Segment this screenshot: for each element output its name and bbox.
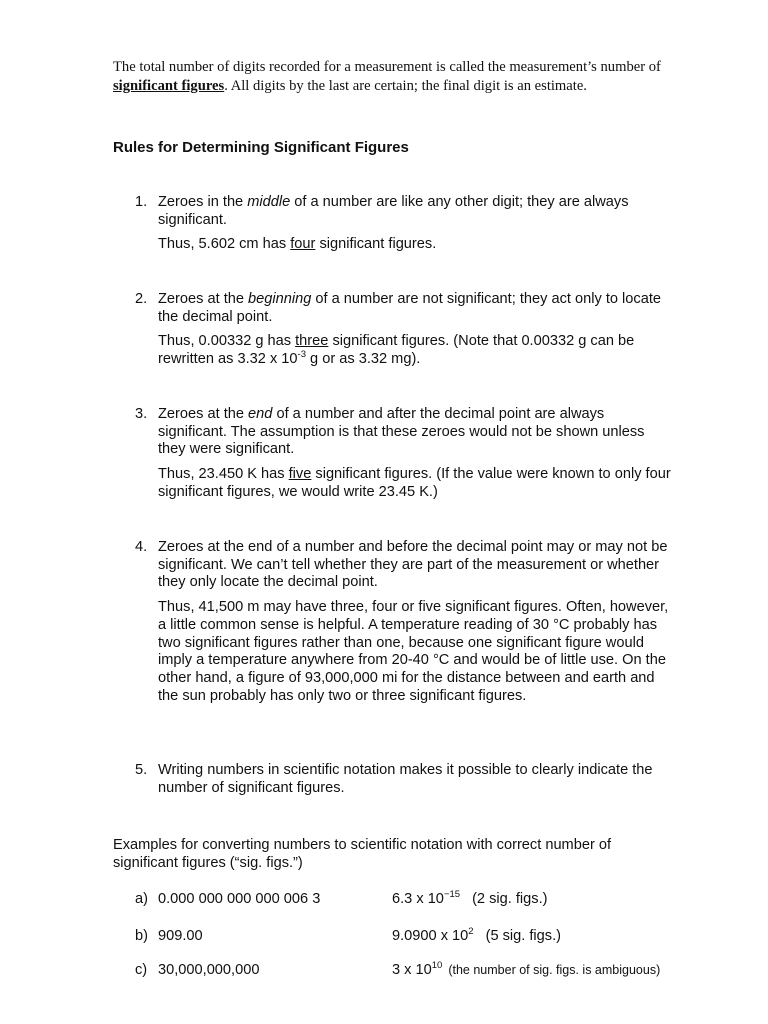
rule-number: 4. xyxy=(135,539,148,555)
rule-number: 5. xyxy=(135,762,148,778)
rule-example: Thus, 41,500 m may have three, four or five significant figures. Often, however, a little common sense is helpful. A temperature reading of 30 °C probably has two significant figures rather than one, because one significant figure would imply a temperature anywhere from 20-40 °C and would be of little use. On the other hand, a figure of 93,000,000 mi for the distance between and earth and the sun probably has only two or three significant figures. xyxy=(158,599,669,704)
rule-text-part: Zeroes at the xyxy=(158,291,249,307)
example-label: b) xyxy=(135,928,148,944)
rule-emphasis: middle xyxy=(247,194,291,210)
sci-exponent: 2 xyxy=(468,926,474,938)
rule-text: Writing numbers in scientific notation makes it possible to clearly indicate the number of significant figures. xyxy=(158,762,653,796)
rule-5 xyxy=(135,762,671,797)
example-scientific xyxy=(392,928,561,944)
example-scientific xyxy=(392,962,660,978)
example-text-part: significant figures. xyxy=(315,236,437,253)
rule-4 xyxy=(135,539,671,705)
rule-text-part: Zeroes in the xyxy=(158,194,248,210)
rule-emphasis: beginning xyxy=(248,291,312,307)
rule-text xyxy=(158,406,671,459)
rule-example xyxy=(158,236,671,254)
sci-base: 6.3 x 10 xyxy=(392,891,444,907)
example-value: 0.000 000 000 000 006 3 xyxy=(158,891,321,907)
rule-2 xyxy=(135,291,671,369)
example-underlined: three xyxy=(295,333,329,350)
sci-exponent: −15 xyxy=(443,889,461,901)
example-text-part: Thus, 5.602 cm has xyxy=(158,236,291,253)
rule-text xyxy=(158,194,671,229)
rule-number: 3. xyxy=(135,406,148,422)
sig-fig-note: (the number of sig. figs. is ambiguous) xyxy=(448,963,661,977)
section-heading: Rules for Determining Significant Figures xyxy=(113,139,409,156)
rule-3 xyxy=(135,406,671,502)
example-label: a) xyxy=(135,891,148,907)
example-value: 30,000,000,000 xyxy=(158,962,260,978)
intro-term: significant figures xyxy=(113,78,225,94)
example-text-part: Thus, 23.450 K has xyxy=(158,466,289,483)
example-text-part: Thus, 0.00332 g has xyxy=(158,333,296,350)
rule-1 xyxy=(135,194,671,254)
sig-fig-note: (2 sig. figs.) xyxy=(472,891,548,907)
rule-text xyxy=(158,291,671,326)
example-scientific xyxy=(392,891,547,907)
sci-base: 3 x 10 xyxy=(392,962,432,978)
example-label: c) xyxy=(135,962,148,978)
rule-text-part: of a number and after the decimal point are always significant. The assumption is that these zeroes would not be shown unless they were significant. xyxy=(158,406,645,458)
sci-exponent: 10 xyxy=(431,960,443,972)
example-value: 909.00 xyxy=(158,928,203,944)
rule-text-part: of a number are not significant; they act only to locate the decimal point. xyxy=(158,291,661,325)
rule-text-part: Zeroes at the xyxy=(158,406,249,422)
rule-number: 2. xyxy=(135,291,148,307)
sig-fig-note: (5 sig. figs.) xyxy=(485,928,561,944)
example-underlined: five xyxy=(288,466,312,483)
example-text-part: significant figures. (Note that 0.00332 g can be rewritten as 3.32 x 10 xyxy=(158,333,635,368)
intro-text: The total number of digits recorded for a measurement is called the measurement’s number of xyxy=(113,59,661,75)
example-text-part: g or as 3.32 mg). xyxy=(305,351,421,368)
intro-text-end: . All digits by the last are certain; the final digit is an estimate. xyxy=(224,78,587,94)
rule-number: 1. xyxy=(135,194,148,210)
rule-emphasis: end xyxy=(248,406,273,422)
sci-base: 9.0900 x 10 xyxy=(392,928,469,944)
rule-example xyxy=(158,466,671,501)
example-text-part: significant figures. (If the value were known to only four significant figures, we would write 23.45 K.) xyxy=(158,466,671,500)
rule-example xyxy=(158,333,671,368)
examples-intro: Examples for converting numbers to scientific notation with correct number of significant figures (“sig. figs.”) xyxy=(113,837,612,871)
rule-text: Zeroes at the end of a number and before the decimal point may or may not be significant. We can’t tell whether they are part of the measurement or whether they only locate the decimal point. xyxy=(158,539,668,591)
example-underlined: four xyxy=(290,236,316,253)
rule-text-part: of a number are like any other digit; they are always significant. xyxy=(158,194,629,228)
exponent: -3 xyxy=(297,349,306,361)
intro-paragraph xyxy=(113,58,669,96)
